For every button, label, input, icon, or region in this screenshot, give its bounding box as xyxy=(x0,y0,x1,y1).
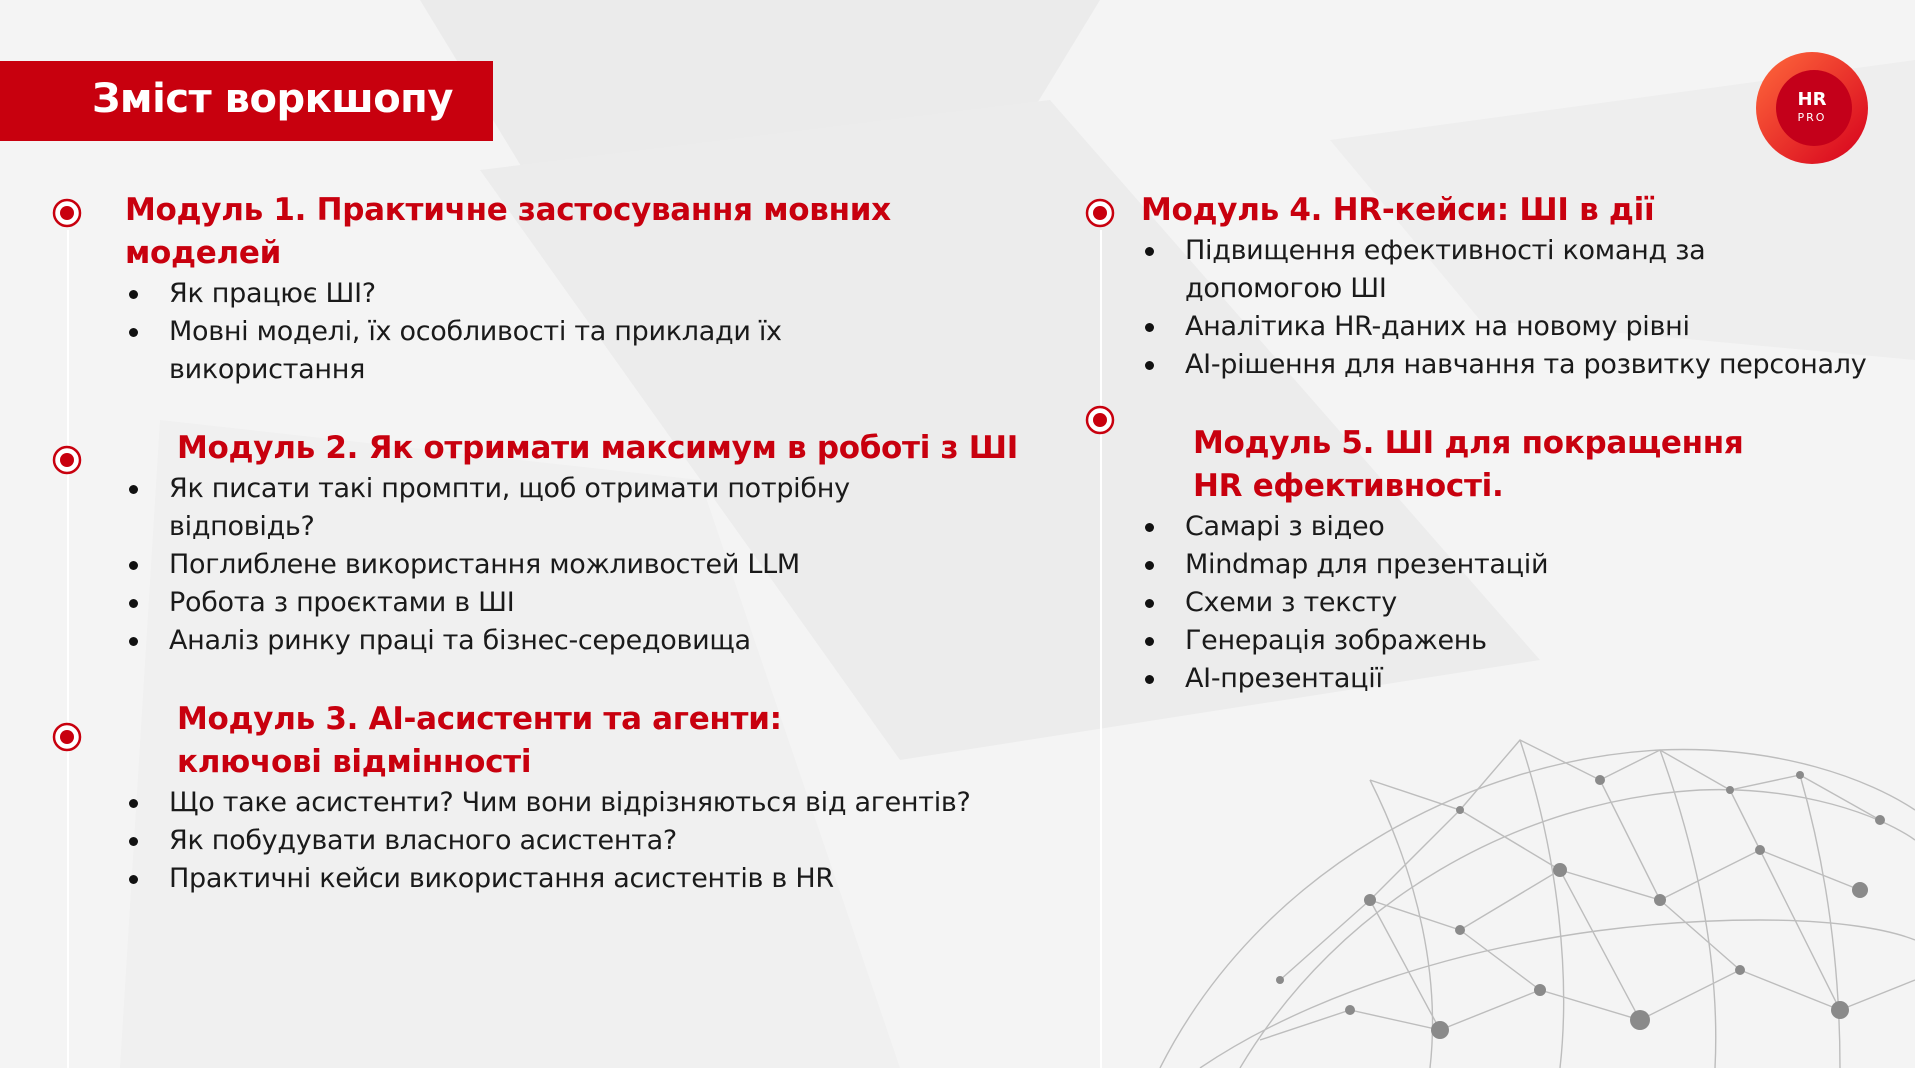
module-2-heading: Модуль 2. Як отримати максимум в роботі з ШІ xyxy=(177,430,1018,466)
module-1-heading: Модуль 1. Практичне застосування мовних моделей xyxy=(125,192,891,271)
module-5-marker-icon xyxy=(1085,405,1115,435)
network-globe-graphic xyxy=(1140,720,1915,1068)
module-5-list xyxy=(1141,508,1911,698)
hr-pro-logo xyxy=(1754,51,1870,165)
list-item: Як писати такі промпти, щоб отримати потрібну відповідь? xyxy=(125,470,909,546)
list-item: Підвищення ефективності команд за допомогою ШІ xyxy=(1141,232,1785,308)
module-3-list xyxy=(125,784,1055,898)
module-1-list xyxy=(125,275,905,389)
list-item: Схеми з тексту xyxy=(1141,584,1911,622)
title-banner xyxy=(0,61,493,141)
list-item: Mindmap для презентацій xyxy=(1141,546,1911,584)
module-2-list xyxy=(125,470,1025,660)
logo-pro-text: PRO xyxy=(1797,111,1827,124)
timeline-line-right xyxy=(1100,230,1102,1068)
list-item: AI-презентації xyxy=(1141,660,1911,698)
module-3 xyxy=(125,698,1055,898)
list-item: Аналітика HR-даних на новому рівні xyxy=(1141,308,1911,346)
module-1 xyxy=(125,189,905,389)
module-5 xyxy=(1141,422,1911,698)
list-item: Поглиблене використання можливостей LLM xyxy=(125,546,1025,584)
module-2 xyxy=(125,427,1025,660)
module-4-heading: Модуль 4. HR-кейси: ШІ в дії xyxy=(1141,192,1655,228)
list-item: Практичні кейси використання асистентів в HR xyxy=(125,860,1055,898)
list-item: Аналіз ринку праці та бізнес-середовища xyxy=(125,622,1025,660)
module-3-marker-icon xyxy=(52,722,82,752)
module-4 xyxy=(1141,189,1911,384)
list-item: Самарі з відео xyxy=(1141,508,1911,546)
module-3-heading: Модуль 3. AI-асистенти та агенти: ключові відмінності xyxy=(177,701,782,780)
module-5-heading: Модуль 5. ШІ для покращення HR ефективності. xyxy=(1193,425,1744,504)
list-item: Генерація зображень xyxy=(1141,622,1911,660)
list-item: Як побудувати власного асистента? xyxy=(125,822,1055,860)
list-item: Що таке асистенти? Чим вони відрізняються від агентів? xyxy=(125,784,1055,822)
module-2-marker-icon xyxy=(52,445,82,475)
module-4-marker-icon xyxy=(1085,198,1115,228)
slide-title: Зміст воркшопу xyxy=(92,76,453,122)
timeline-line-left xyxy=(67,230,69,1068)
list-item: Як працює ШІ? xyxy=(125,275,905,313)
list-item: AI-рішення для навчання та розвитку персоналу xyxy=(1141,346,1911,384)
logo-hr-text: HR xyxy=(1797,89,1827,110)
list-item: Мовні моделі, їх особливості та приклади їх використання xyxy=(125,313,859,389)
list-item: Робота з проєктами в ШІ xyxy=(125,584,1025,622)
module-4-list xyxy=(1141,232,1911,384)
module-1-marker-icon xyxy=(52,198,82,228)
